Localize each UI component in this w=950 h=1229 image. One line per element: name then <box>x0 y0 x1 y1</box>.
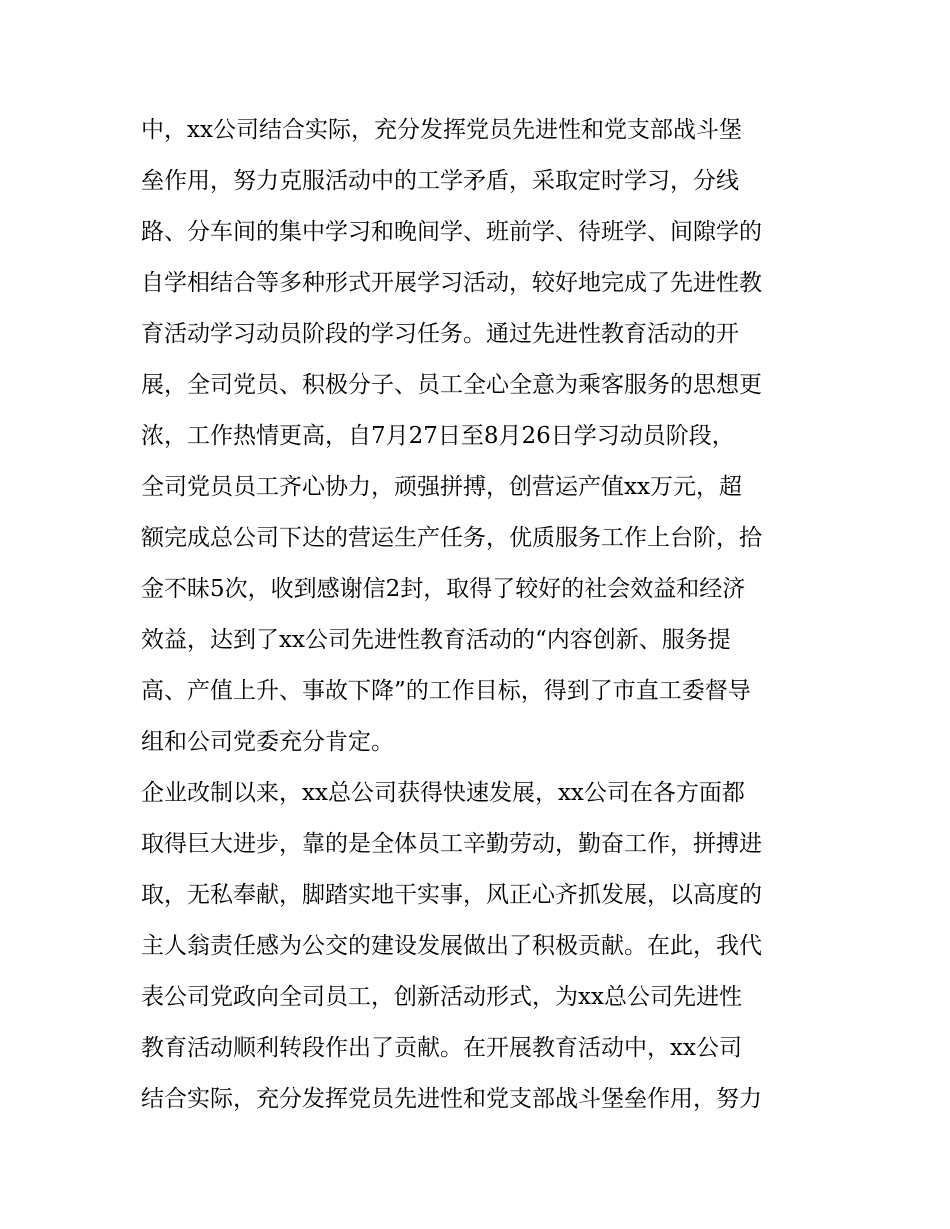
paragraph-1 <box>141 105 821 768</box>
text-line: 垒作用，努力克服活动中的工学矛盾，采取定时学习，分线 <box>141 168 739 194</box>
text-line: 自学相结合等多种形式开展学习活动，较好地完成了先进性教 <box>141 270 762 296</box>
text-line: 教育活动顺利转段作出了贡献。在开展教育活动中，xx公司 <box>141 1035 742 1061</box>
text-line: 效益，达到了xx公司先进性教育活动的“内容创新、服务提 <box>141 627 731 653</box>
text-line: 中，xx公司结合实际，充分发挥党员先进性和党支部战斗堡 <box>141 117 742 143</box>
text-line: 育活动学习动员阶段的学习任务。通过先进性教育活动的开 <box>141 321 739 347</box>
text-line: 路、分车间的集中学习和晚间学、班前学、待班学、间隙学的 <box>141 219 762 245</box>
text-line: 取得巨大进步，靠的是全体员工辛勤劳动，勤奋工作，拼搏进 <box>141 831 762 857</box>
text-line: 表公司党政向全司员工，创新活动形式，为xx总公司先进性 <box>141 984 742 1010</box>
document-body <box>141 105 821 1125</box>
text-line: 全司党员员工齐心协力，顽强拼搏，创营运产值xx万元，超 <box>141 474 742 500</box>
text-line: 高、产值上升、事故下降”的工作目标，得到了市直工委督导 <box>141 678 751 704</box>
text-line: 展，全司党员、积极分子、员工全心全意为乘客服务的思想更 <box>141 372 762 398</box>
text-line: 金不昧5次，收到感谢信2封，取得了较好的社会效益和经济 <box>141 576 746 602</box>
text-line: 额完成总公司下达的营运生产任务，优质服务工作上台阶，拾 <box>141 525 762 551</box>
text-line: 结合实际，充分发挥党员先进性和党支部战斗堡垒作用，努力 <box>141 1086 762 1112</box>
text-line: 组和公司党委充分肯定。 <box>141 729 394 755</box>
paragraph-2 <box>141 768 821 1125</box>
text-line: 取，无私奉献，脚踏实地干实事，风正心齐抓发展，以高度的 <box>141 882 762 908</box>
text-line: 企业改制以来，xx总公司获得快速发展，xx公司在各方面都 <box>141 780 745 806</box>
text-line: 主人翁责任感为公交的建设发展做出了积极贡献。在此，我代 <box>141 933 762 959</box>
text-line: 浓，工作热情更高，自7月27日至8月26日学习动员阶段， <box>141 423 735 449</box>
